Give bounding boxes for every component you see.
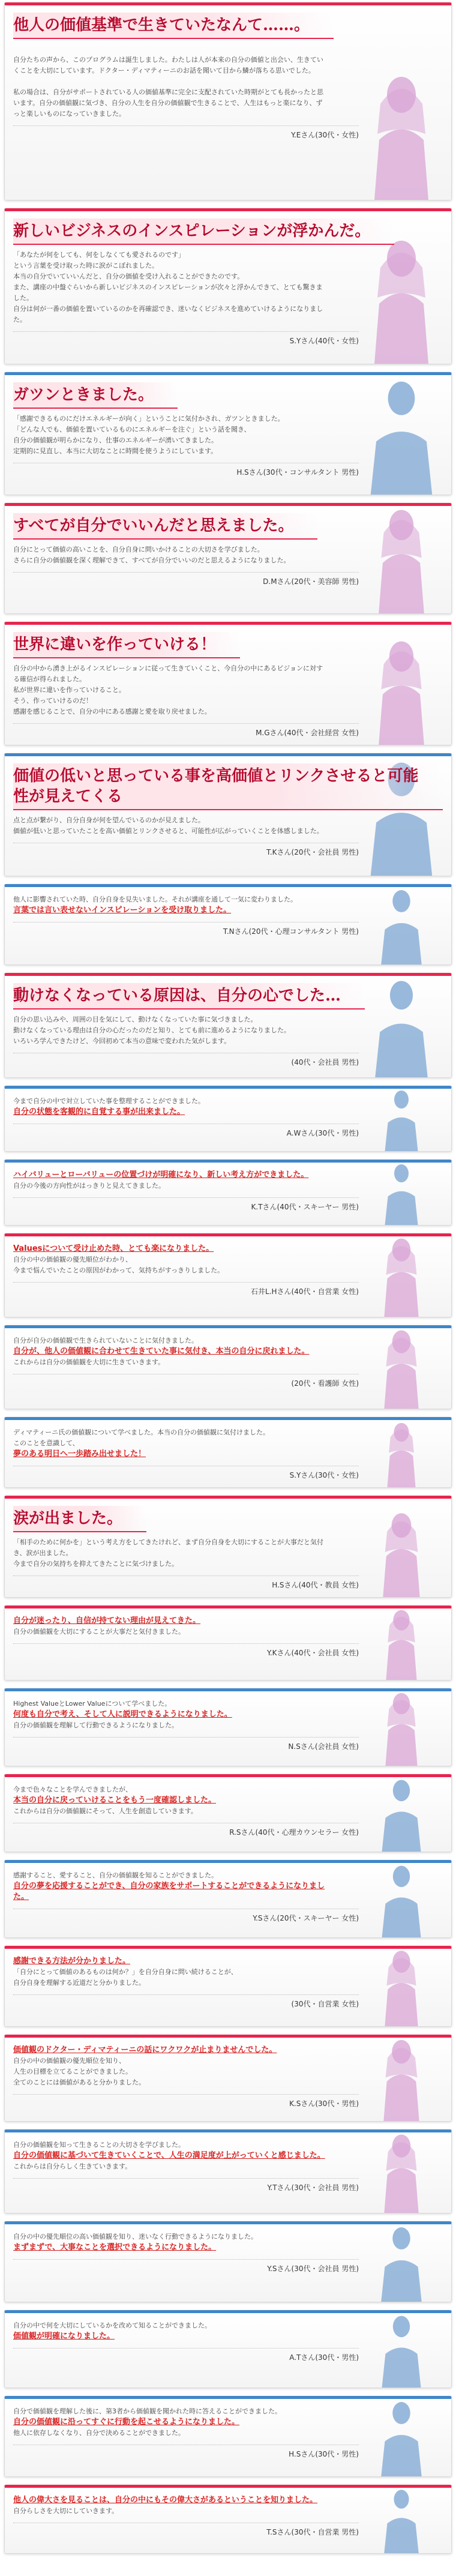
testimonial-body xyxy=(13,663,443,717)
testimonial-signature: 石井L.Hさん(40代・自営業 女性) xyxy=(13,1282,443,1296)
highlight-text: 自分の状態を客観的に自覚する事が出来ました。 xyxy=(13,1107,185,1116)
testimonial-card xyxy=(4,372,452,495)
testimonial-signature: A.Tさん(30代・男性) xyxy=(13,2348,443,2362)
testimonial-card xyxy=(4,1160,452,1226)
body-text: 動けなくなっている理由は自分の心だったのだと知り、とても前に進めるようになりました。 xyxy=(13,1026,290,1034)
body-text: 自分自身を理解する近道だと分かりました。 xyxy=(13,1979,145,1987)
body-text: ディマティーニ氏の価値観について学べました。本当の自分の価値観に気付けました。 xyxy=(13,1428,270,1436)
testimonial-card xyxy=(4,1946,452,2027)
testimonial-signature: Y.Eさん(30代・女性) xyxy=(13,125,443,140)
testimonial-body xyxy=(13,1784,443,1817)
testimonial-signature: (20代・看護師 女性) xyxy=(13,1374,443,1388)
testimonial-heading: 動けなくなっている原因は、自分の心でした… xyxy=(13,983,365,1010)
body-text: 自分の中から湧き上がるインスピレーションに従って生きていくこと、今自分の中にあるビジョンに対する確信が得られました。 xyxy=(13,664,323,683)
testimonial-body xyxy=(13,815,443,837)
body-text xyxy=(13,76,325,87)
testimonial-signature: T.Nさん(20代・心理コンサルタント 男性) xyxy=(13,922,443,936)
testimonial-body xyxy=(13,1537,443,1569)
testimonial-heading: 価値の低いと思っている事を高価値とリンクさせると可能性が見えてくる xyxy=(13,763,443,810)
highlight-text: 感謝できる方法が分かりました。 xyxy=(13,1957,131,1966)
body-text: 自分の中の価値観の優先順位を知り、 xyxy=(13,2057,125,2065)
body-text: 「相手のために何かを」という考え方をしてきたけれど、まず自分自身を大切にすることが大事だと気付き、涙が出ました。 xyxy=(13,1538,323,1557)
highlight-text: 本当の自分に戻っていけることをもう一度確認しました。 xyxy=(13,1796,217,1805)
testimonial-card xyxy=(4,2221,452,2302)
testimonial-card xyxy=(4,1774,452,1852)
body-text: 私が世界に違いを作っていけること。 xyxy=(13,686,125,694)
testimonial-body xyxy=(13,544,443,566)
body-text: これからは自分の価値観にそって、人生を創造していきます。 xyxy=(13,1807,197,1815)
body-text: 点と点が繋がり、自分自身が何を望んでいるのかが見えました。 xyxy=(13,816,205,824)
testimonial-signature: T.Kさん(20代・会社員 男性) xyxy=(13,843,443,857)
testimonial-body xyxy=(13,1699,443,1731)
body-text: 他人に影響されていた時、自分自身を見失いました。それが講座を通して一気に変わりました。 xyxy=(13,895,297,903)
highlight-text: 自分の価値観に沿ってすぐに行動を起こせるようになりました。 xyxy=(13,2418,240,2427)
body-text: 自分で価値観を理解した後に、第3者から価値観を聞かれた時に答えることができました。 xyxy=(13,2407,281,2415)
body-text: さらに自分の価値観を深く理解できて、すべてが自分でいいのだと思えるようになりました。 xyxy=(13,556,290,564)
testimonial-signature: D.Mさん(20代・美容師 男性) xyxy=(13,572,443,586)
highlight-text: まずまずで、大事なことを選択できるようになりました。 xyxy=(13,2243,217,2252)
testimonial-body xyxy=(13,1170,443,1191)
testimonial-signature: Y.Sさん(20代・スキーヤー 女性) xyxy=(13,1909,443,1923)
testimonial-body xyxy=(13,1870,443,1903)
highlight-text: 他人の偉大さを見ることは、自分の中にもその偉大さがあるということを知りました。 xyxy=(13,2496,318,2505)
testimonial-card xyxy=(4,1605,452,1681)
body-text: 自分は何が一番の価値を置いているのかを再確認でき、迷いなくビジネスを進めていけるようになりました。 xyxy=(13,305,323,324)
body-text: 人生の目標を立てることができました。 xyxy=(13,2068,132,2075)
testimonial-signature: Y.Sさん(30代・会社員 男性) xyxy=(13,2259,443,2274)
body-text: 自分たちの声から、このプログラムは誕生しました。わたしは人が本来の自分の価値と出会い、生きていくことを大切にしています。ドクター・ディマティーニのお話を聞いて目から鱗が落ちる思いでした。 xyxy=(13,56,323,74)
testimonial-signature: N.Sさん(会社員 女性) xyxy=(13,1737,443,1751)
testimonial-signature: T.Sさん(30代・自営業 男性) xyxy=(13,2523,443,2537)
testimonial-body xyxy=(13,2045,443,2088)
testimonial-signature: H.Sさん(30代・男性) xyxy=(13,2445,443,2459)
body-text: 定期的に見直し、本当に大切なことに時間を使うようにしています。 xyxy=(13,447,218,455)
highlight-text: Valuesについて受け止めた時、とても楽になりました。 xyxy=(13,1244,214,1253)
body-text: 自分の価値観が明らかになり、仕事のエネルギーが湧いてきました。 xyxy=(13,436,218,444)
testimonial-signature: K.Tさん(40代・スキーヤー 男性) xyxy=(13,1197,443,1212)
body-text: 自分の価値観を知って生きることの大切さを学びました。 xyxy=(13,2141,185,2149)
testimonial-heading: 他人の価値基準で生きていたなんて……。 xyxy=(13,13,334,39)
body-text: また、講座の中盤ぐらいから新しいビジネスのインスピレーションが次々と浮かんできて、とても驚きました。 xyxy=(13,283,323,302)
testimonial-card xyxy=(4,622,452,745)
testimonial-card xyxy=(4,2,452,200)
testimonial-list xyxy=(0,2,456,2554)
body-text: 自分にとって価値の高いことを、自分自身に問いかけることの大切さを学びました。 xyxy=(13,546,264,553)
body-text: 全てのことには価値があると分かりました。 xyxy=(13,2078,145,2086)
highlight-text: 自分が、他人の価値観に合わせて生きていた事に気付き、本当の自分に戻れました。 xyxy=(13,1347,310,1356)
testimonial-body xyxy=(13,2406,443,2439)
testimonial-body xyxy=(13,1335,443,1368)
highlight-text: 価値観が明確になりました。 xyxy=(13,2332,115,2341)
body-text: 感謝すること、愛すること、自分の価値観を知ることができました。 xyxy=(13,1871,218,1879)
testimonial-heading: 涙が出ました。 xyxy=(13,1506,146,1532)
highlight-text: 自分の価値観に基づいて生きていくことで、人生の満足度が上がっていくと感じました。 xyxy=(13,2151,325,2160)
testimonial-card xyxy=(4,1417,452,1488)
testimonial-body xyxy=(13,1244,443,1276)
testimonial-heading: ガツンときました。 xyxy=(13,382,178,409)
body-text: 今まで自分の中で対立していた事を整理することができました。 xyxy=(13,1097,205,1105)
testimonial-card xyxy=(4,2485,452,2554)
testimonial-card xyxy=(4,208,452,364)
testimonial-signature: Y.Tさん(30代・会社員 男性) xyxy=(13,2178,443,2192)
testimonial-card xyxy=(4,503,452,614)
testimonial-body xyxy=(13,1096,443,1118)
body-text xyxy=(13,44,325,55)
testimonial-signature: M.Gさん(40代・会社経営 女性) xyxy=(13,723,443,738)
testimonial-card xyxy=(4,1496,452,1598)
testimonial-heading: 世界に違いを作っていける！ xyxy=(13,632,240,658)
body-text: 自分の今後の方向性がはっきりと見えてきました。 xyxy=(13,1182,165,1190)
testimonial-body xyxy=(13,1014,443,1047)
body-text: Highest ValueとLower Valueについて学べました。 xyxy=(13,1700,172,1708)
testimonial-signature: H.Sさん(40代・教員 女性) xyxy=(13,1575,443,1590)
testimonial-body xyxy=(13,2495,443,2517)
highlight-text: 夢のある明日へ一歩踏み出せました！ xyxy=(13,1449,146,1458)
body-text: 今まで悩んでいたことの原因がわかって、気持ちがすっきりしました。 xyxy=(13,1266,224,1274)
highlight-text: 自分が迷ったり、自信が持てない理由が見えてきた。 xyxy=(13,1616,201,1625)
testimonial-body xyxy=(13,2231,443,2253)
testimonial-signature: Y.Kさん(40代・会社員 女性) xyxy=(13,1643,443,1658)
testimonial-body xyxy=(13,1616,443,1637)
body-text: 価値が低いと思っていたことを高い価値とリンクさせると、可能性が広がっていくことを体感しました。 xyxy=(13,827,323,835)
testimonial-signature: (40代・会社員 男性) xyxy=(13,1053,443,1067)
body-text: 私の場合は、自分がサポートされている人の価値基準に完全に支配されていた時期がとても長かったと思います。自分の価値観に気づき、自分の人生を自分の価値観で生きることで、人生はもっと楽になり、ずっと楽しいものになっていきました。 xyxy=(13,88,323,118)
body-text: 「どんな人でも、価値を置いているものにエネルギーを注ぐ」という話を聞き、 xyxy=(13,426,251,433)
testimonial-body xyxy=(13,44,443,119)
body-text: 自分の中の価値観の優先順位がわかり、 xyxy=(13,1256,132,1263)
body-text: 「あなたが何をしても、何をしなくても愛されるのです」 xyxy=(13,251,185,259)
testimonial-card xyxy=(4,2396,452,2477)
body-text: 自分の中で何を大切にしているかを改めて知ることができました。 xyxy=(13,2322,211,2329)
body-text: このことを意識して、 xyxy=(13,1439,79,1447)
testimonial-card xyxy=(4,2310,452,2388)
highlight-text: 何度も自分で考え、そして人に説明できるようになりました。 xyxy=(13,1710,232,1719)
testimonial-body xyxy=(13,250,443,325)
testimonial-body xyxy=(13,1956,443,1988)
testimonial-signature: A.Wさん(30代・男性) xyxy=(13,1124,443,1138)
testimonial-card xyxy=(4,1086,452,1152)
highlight-text: 言葉では言い表せないインスピレーションを受け取りました。 xyxy=(13,906,232,915)
testimonial-signature: S.Yさん(30代・女性) xyxy=(13,1466,443,1480)
body-text: これからは自分の価値観を大切に生きていきます。 xyxy=(13,1358,165,1366)
body-text: 他人に依存しなくなり、自分で決めることができました。 xyxy=(13,2429,185,2437)
body-text: 自分が自分の価値観で生きられていないことに気付きました。 xyxy=(13,1337,198,1344)
testimonial-signature: (30代・自営業 女性) xyxy=(13,1994,443,2009)
testimonial-card xyxy=(4,2129,452,2213)
testimonial-body xyxy=(13,2320,443,2342)
body-text: 今まで色々なことを学んできましたが、 xyxy=(13,1786,132,1793)
testimonial-body xyxy=(13,2140,443,2172)
body-text: 本当の自分でいていいんだと、自分の価値を受け入れることができたのです。 xyxy=(13,272,244,280)
testimonial-card xyxy=(4,1688,452,1766)
testimonial-card xyxy=(4,1233,452,1317)
highlight-text: 自分の夢を応援することができ、自分の家族をサポートすることができるようになりました。 xyxy=(13,1882,325,1901)
body-text: 自分の価値観を理解して行動できるようになりました。 xyxy=(13,1721,178,1729)
body-text: これからは自分らしく生きていきます。 xyxy=(13,2162,132,2170)
body-text: 自分らしさを大切にしていきます。 xyxy=(13,2507,119,2515)
testimonial-signature: S.Yさん(40代・女性) xyxy=(13,331,443,346)
body-text: 「自分にとって価値のあるものは何か？」を自分自身に問い続けることが、 xyxy=(13,1968,238,1976)
body-text: 自分の中の優先順位の高い価値観を知り、迷いなく行動できるようになりました。 xyxy=(13,2233,257,2240)
testimonial-heading: すべてが自分でいいんだと思えました。 xyxy=(13,513,317,540)
body-text: 自分の思い込みや、周囲の目を気にして、動けなくなっていた事に気づきました。 xyxy=(13,1016,257,1023)
testimonial-card xyxy=(4,884,452,965)
testimonial-body xyxy=(13,894,443,916)
testimonial-body xyxy=(13,414,443,457)
testimonial-card xyxy=(4,2035,452,2122)
body-text: そう、作っていけるのだ！ xyxy=(13,697,92,705)
testimonial-signature: K.Sさん(30代・男性) xyxy=(13,2094,443,2108)
testimonial-body xyxy=(13,1427,443,1460)
body-text: 感謝を感じることで、自分の中にある感謝と愛を取り戻せました。 xyxy=(13,708,211,715)
testimonial-card xyxy=(4,973,452,1078)
body-text: 「感謝できるものにだけエネルギーが向く」ということに気付かされ、ガツンときました。 xyxy=(13,415,284,423)
highlight-text: ハイバリューとローバリューの位置づけが明確になり、新しい考え方ができました。 xyxy=(13,1170,309,1179)
highlight-text: 価値観のドクター・ディマティーニの話にワクワクが止まりませんでした。 xyxy=(13,2045,277,2054)
body-text: という言葉を受け取った時に涙がこぼれました。 xyxy=(13,262,158,269)
testimonial-heading: 新しいビジネスのインスピレーションが浮かんだ。 xyxy=(13,218,394,245)
testimonial-signature: R.Sさん(40代・心理カウンセラー 女性) xyxy=(13,1823,443,1837)
body-text: 自分の価値観を大切にすることが大事だと気付きました。 xyxy=(13,1628,185,1636)
body-text: 今まで自分の気持ちを抑えてきたことに気づけました。 xyxy=(13,1560,178,1568)
body-text: いろいろ学んできたけど、今回初めて本当の意味で変われた気がします。 xyxy=(13,1037,231,1045)
testimonial-signature: H.Sさん(30代・コンサルタント 男性) xyxy=(13,463,443,477)
testimonial-card xyxy=(4,753,452,876)
testimonial-card xyxy=(4,1325,452,1409)
testimonial-card xyxy=(4,1860,452,1938)
